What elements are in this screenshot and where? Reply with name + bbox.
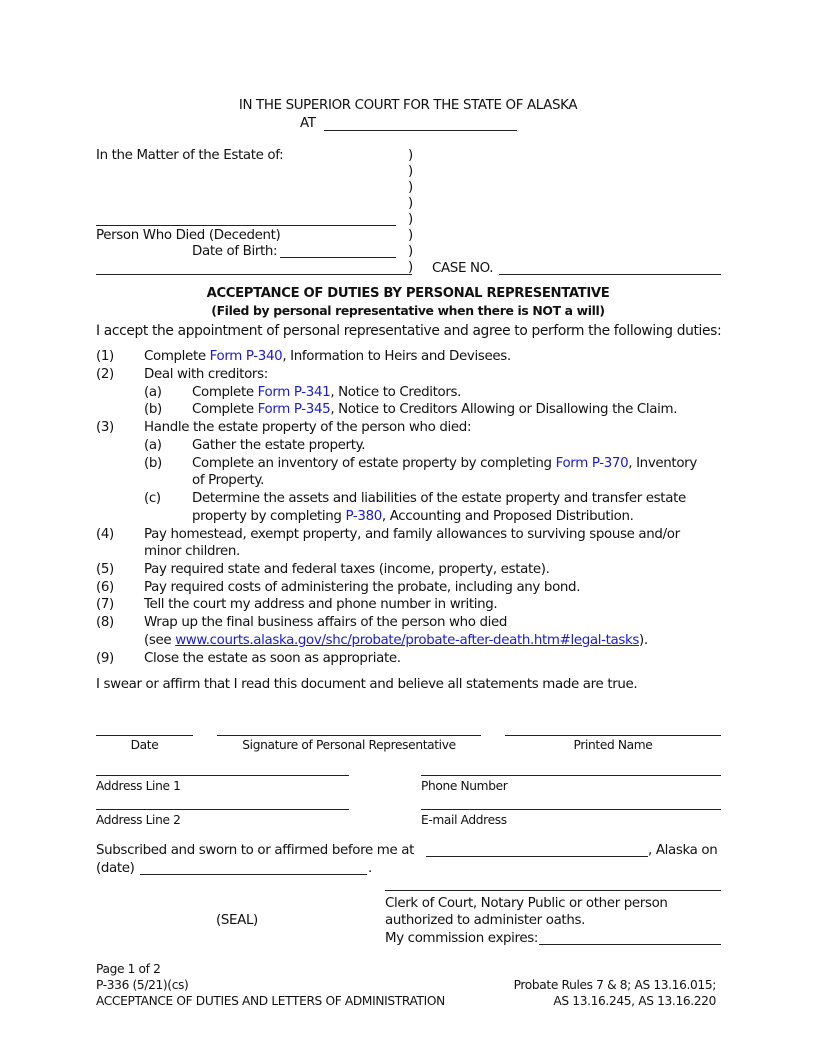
duty-4: Pay homestead, exempt property, and family allowances to surviving spouse and/or bbox=[144, 527, 680, 542]
duty-8-cont bbox=[144, 632, 648, 649]
duty-3c: Determine the assets and liabilities of the estate property and transfer estate bbox=[192, 491, 686, 506]
duty-3c-cont bbox=[192, 508, 634, 525]
email-label: E-mail Address bbox=[421, 813, 507, 827]
subduty-letter: (b) bbox=[144, 456, 162, 471]
clerk-signature-field[interactable] bbox=[385, 890, 721, 891]
dob-field[interactable] bbox=[280, 257, 396, 258]
caption-paren: ) bbox=[408, 196, 413, 211]
duty-4-cont: minor children. bbox=[144, 544, 240, 559]
at-label: AT bbox=[300, 116, 316, 131]
notary-state-text: , Alaska on bbox=[648, 843, 718, 858]
signature-label: Signature of Personal Representative bbox=[242, 738, 456, 752]
probate-tasks-link[interactable]: www.courts.alaska.gov/shc/probate/probate-after-death.htm#legal-tasks bbox=[175, 633, 640, 648]
duty-9: Close the estate as soon as appropriate. bbox=[144, 651, 401, 666]
address-line-1-field[interactable] bbox=[96, 775, 349, 776]
address-line-2-field[interactable] bbox=[96, 809, 349, 810]
rules-citation-cont: AS 13.16.245, AS 13.16.220 bbox=[553, 994, 716, 1008]
subduty-letter: (a) bbox=[144, 438, 162, 453]
date-label: Date bbox=[130, 738, 159, 752]
duty-text: Complete bbox=[144, 349, 210, 364]
decedent-label: Person Who Died (Decedent) bbox=[96, 228, 281, 243]
duty-number: (7) bbox=[96, 597, 114, 612]
signature-field[interactable] bbox=[217, 735, 481, 736]
clerk-label-cont: authorized to administer oaths. bbox=[385, 913, 585, 928]
address-line-1-label: Address Line 1 bbox=[96, 779, 181, 793]
duty-number: (6) bbox=[96, 580, 114, 595]
caption-paren: ) bbox=[408, 228, 413, 243]
form-p341-link[interactable]: Form P-341 bbox=[257, 385, 331, 400]
matter-label: In the Matter of the Estate of: bbox=[96, 148, 284, 163]
email-field[interactable] bbox=[421, 809, 721, 810]
phone-number-field[interactable] bbox=[421, 775, 721, 776]
duty-number: (5) bbox=[96, 562, 114, 577]
seal-label: (SEAL) bbox=[216, 913, 258, 928]
duty-text: property by completing bbox=[192, 509, 346, 524]
duty-text: , Notice to Creditors. bbox=[330, 385, 462, 400]
court-title: IN THE SUPERIOR COURT FOR THE STATE OF ALASKA bbox=[238, 98, 578, 113]
oath-statement: I swear or affirm that I read this document and believe all statements made are true. bbox=[96, 677, 638, 692]
duty-8: Wrap up the final business affairs of the person who died bbox=[144, 615, 508, 630]
commission-expires-field[interactable] bbox=[539, 944, 721, 945]
phone-number-label: Phone Number bbox=[421, 779, 508, 793]
intro-text: I accept the appointment of personal representative and agree to perform the following duties: bbox=[96, 323, 722, 339]
form-title: ACCEPTANCE OF DUTIES BY PERSONAL REPRESENTATIVE bbox=[206, 286, 610, 301]
duty-text: Complete bbox=[192, 385, 258, 400]
duty-number: (2) bbox=[96, 367, 114, 382]
caption-paren: ) bbox=[408, 244, 413, 259]
duty-2b bbox=[192, 401, 677, 418]
form-subtitle: (Filed by personal representative when there is NOT a will) bbox=[211, 303, 605, 318]
caption-paren: ) bbox=[408, 212, 413, 227]
notary-period: . bbox=[368, 861, 372, 876]
decedent-name-field[interactable] bbox=[96, 225, 396, 226]
form-p345-link[interactable]: Form P-345 bbox=[257, 402, 331, 417]
duty-text: (see bbox=[144, 633, 176, 648]
duty-1 bbox=[144, 348, 511, 365]
printed-name-field[interactable] bbox=[505, 735, 721, 736]
duty-3b bbox=[192, 455, 697, 472]
duty-6: Pay required costs of administering the probate, including any bond. bbox=[144, 580, 581, 595]
duty-text: Complete bbox=[192, 402, 258, 417]
notary-statement: Subscribed and sworn to or affirmed before me at bbox=[96, 843, 414, 858]
commission-label: My commission expires: bbox=[385, 931, 539, 946]
subduty-letter: (c) bbox=[144, 491, 161, 506]
duty-text: ). bbox=[639, 633, 648, 648]
form-p380-link[interactable]: P-380 bbox=[345, 509, 382, 524]
caption-paren: ) bbox=[408, 260, 413, 275]
notary-date-field[interactable] bbox=[140, 874, 367, 875]
duty-number: (9) bbox=[96, 651, 114, 666]
case-no-field[interactable] bbox=[499, 274, 721, 275]
caption-paren: ) bbox=[408, 164, 413, 179]
duty-3a: Gather the estate property. bbox=[192, 438, 366, 453]
subduty-letter: (a) bbox=[144, 385, 162, 400]
duty-2a bbox=[192, 384, 461, 401]
duty-number: (1) bbox=[96, 349, 114, 364]
court-location-field[interactable] bbox=[324, 130, 517, 131]
duty-3: Handle the estate property of the person who died: bbox=[144, 420, 472, 435]
caption-paren: ) bbox=[408, 148, 413, 163]
caption-paren: ) bbox=[408, 180, 413, 195]
duty-text: , Notice to Creditors Allowing or Disallowing the Claim. bbox=[330, 402, 678, 417]
caption-bottom-line bbox=[96, 274, 412, 275]
duty-7: Tell the court my address and phone number in writing. bbox=[144, 597, 498, 612]
clerk-label: Clerk of Court, Notary Public or other person bbox=[385, 896, 668, 911]
duty-2: Deal with creditors: bbox=[144, 367, 268, 382]
form-p340-link[interactable]: Form P-340 bbox=[209, 349, 283, 364]
form-id: P-336 (5/21)(cs) bbox=[96, 978, 189, 992]
notary-date-label: (date) bbox=[96, 861, 135, 876]
date-field[interactable] bbox=[96, 735, 193, 736]
form-name: ACCEPTANCE OF DUTIES AND LETTERS OF ADMINISTRATION bbox=[96, 994, 445, 1008]
duty-number: (4) bbox=[96, 527, 114, 542]
notary-location-field[interactable] bbox=[426, 856, 648, 857]
duty-5: Pay required state and federal taxes (income, property, estate). bbox=[144, 562, 550, 577]
case-no-label: CASE NO. bbox=[432, 261, 494, 276]
duty-number: (3) bbox=[96, 420, 114, 435]
rules-citation: Probate Rules 7 & 8; AS 13.16.015; bbox=[513, 978, 716, 992]
duty-text: , Information to Heirs and Devisees. bbox=[282, 349, 511, 364]
duty-3b-cont: of Property. bbox=[192, 473, 264, 488]
form-p370-link[interactable]: Form P-370 bbox=[555, 456, 629, 471]
duty-text: Complete an inventory of estate property by completing bbox=[192, 456, 556, 471]
address-line-2-label: Address Line 2 bbox=[96, 813, 181, 827]
duty-text: , Inventory bbox=[628, 456, 697, 471]
page-number: Page 1 of 2 bbox=[96, 962, 161, 976]
duty-number: (8) bbox=[96, 615, 114, 630]
dob-label: Date of Birth: bbox=[192, 244, 278, 259]
duty-text: , Accounting and Proposed Distribution. bbox=[381, 509, 634, 524]
subduty-letter: (b) bbox=[144, 402, 162, 417]
printed-name-label: Printed Name bbox=[573, 738, 653, 752]
